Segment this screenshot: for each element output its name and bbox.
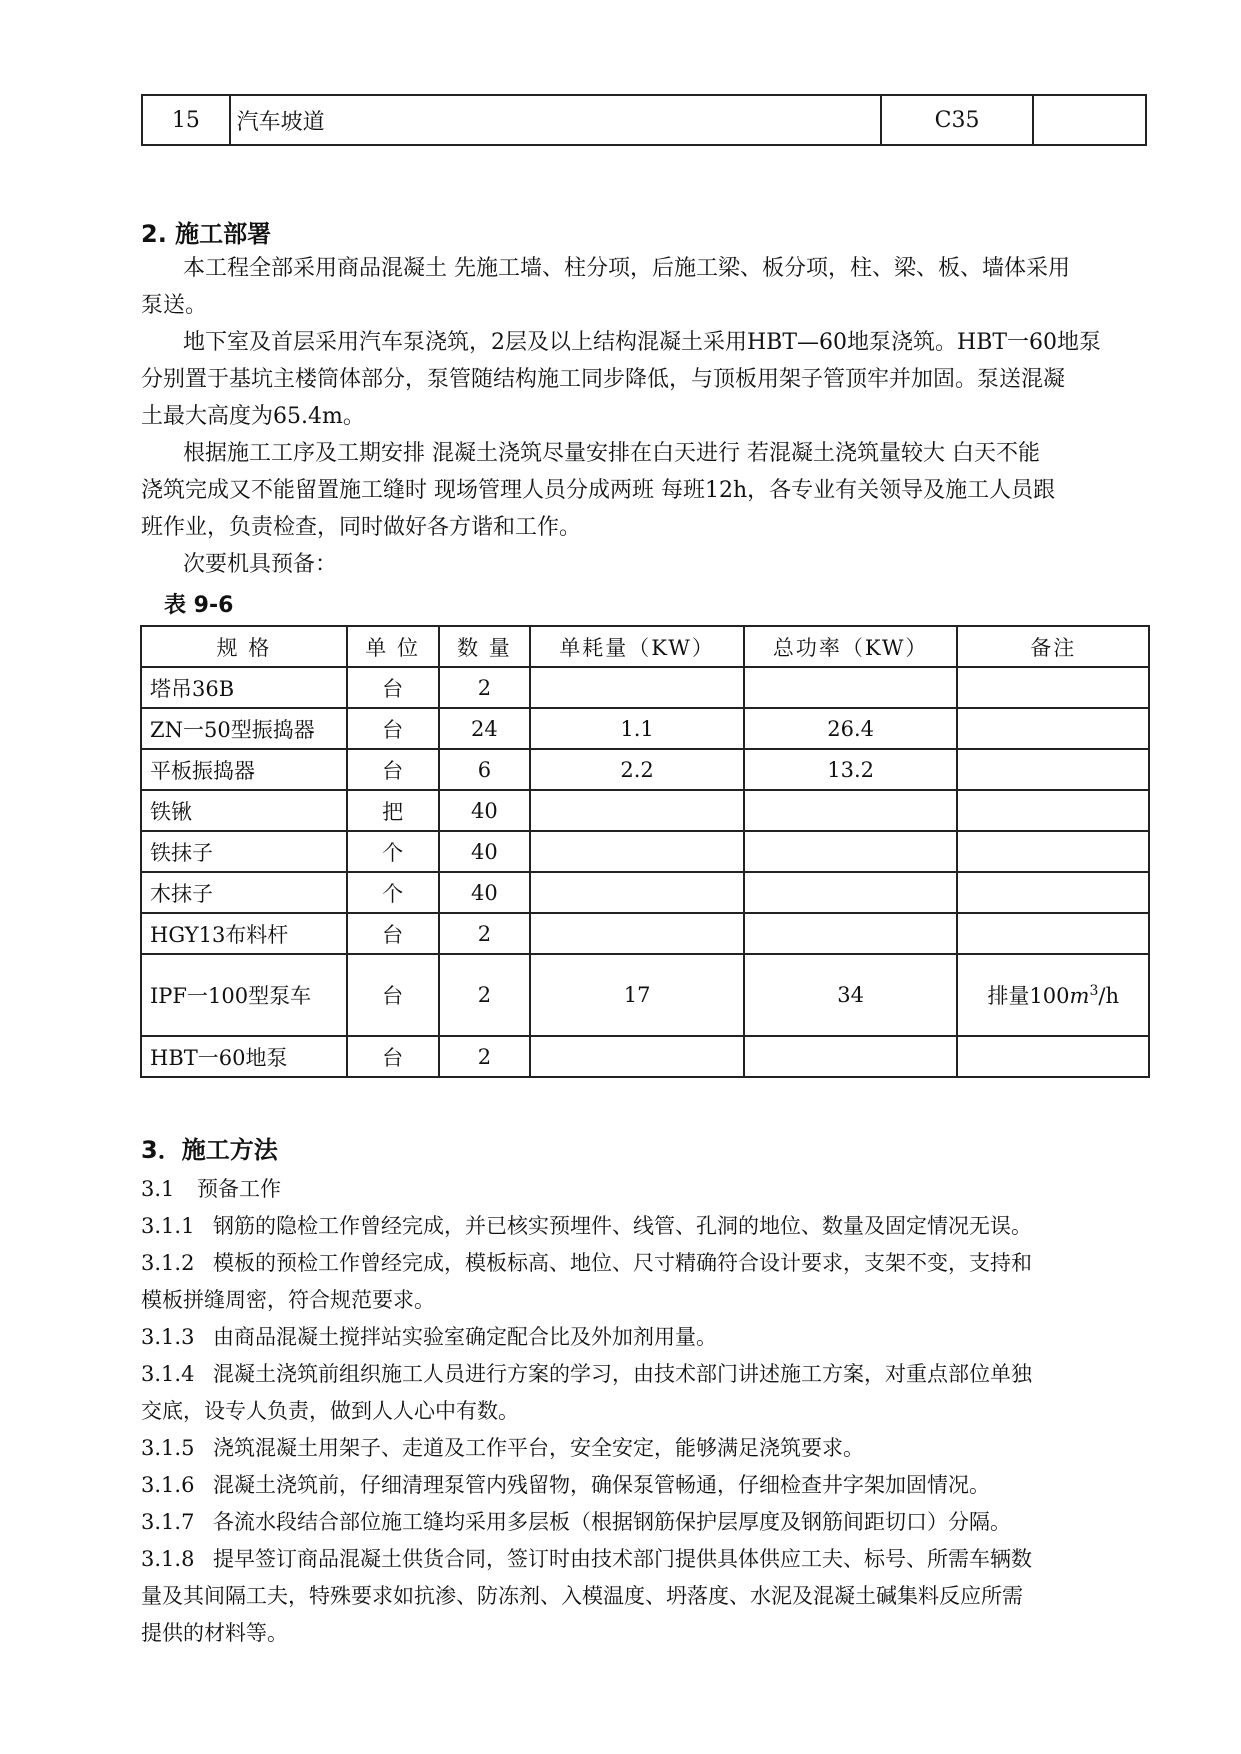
cell-quantity: 2 bbox=[439, 1036, 531, 1077]
header-spec: 规 格 bbox=[141, 626, 347, 667]
cell-spec: IPF一100型泵车 bbox=[141, 954, 347, 1036]
list-item bbox=[141, 1467, 1171, 1504]
cell-unit: 台 bbox=[347, 667, 439, 708]
list-item bbox=[141, 1208, 1171, 1245]
equipment-table bbox=[140, 625, 1150, 1078]
item-number: 3.1.6 bbox=[141, 1473, 195, 1497]
item-text: 由商品混凝土搅拌站实验室确定配合比及外加剂用量。 bbox=[213, 1325, 717, 1349]
structure-name: 汽车坡道 bbox=[230, 95, 882, 145]
text-line: 地下室及首层采用汽车泵浇筑，2层及以上结构混凝土采用HBT—60地泵浇筑。HBT一60地泵 bbox=[183, 330, 1102, 355]
cell-spec: ZN一50型振捣器 bbox=[141, 708, 347, 749]
list-item bbox=[141, 1245, 1171, 1319]
item-number: 3.1 bbox=[141, 1177, 175, 1201]
cell-unit: 个 bbox=[347, 831, 439, 872]
concrete-grade-table-continued bbox=[141, 94, 1147, 146]
item-number: 3.1.5 bbox=[141, 1436, 195, 1460]
cell-unit-power bbox=[530, 1036, 744, 1077]
cell-total-power bbox=[744, 872, 958, 913]
cell-note bbox=[957, 872, 1149, 913]
cell-unit-power bbox=[530, 913, 744, 954]
table-row bbox=[141, 872, 1149, 913]
item-text-continued: 量及其间隔工夫，特殊要求如抗渗、防冻剂、入模温度、坍落度、水泥及混凝土碱集料反应所需 bbox=[141, 1584, 1023, 1608]
table-row bbox=[141, 708, 1149, 749]
cell-spec: 塔吊36B bbox=[141, 667, 347, 708]
item-number: 3.1.2 bbox=[141, 1251, 195, 1275]
item-text: 混凝土浇筑前组织施工人员进行方案的学习，由技术部门讲述施工方案，对重点部位单独 bbox=[213, 1362, 1032, 1386]
table-row bbox=[141, 790, 1149, 831]
row-number: 15 bbox=[142, 95, 230, 145]
note-prefix: 排量100 bbox=[987, 984, 1070, 1008]
item-text-continued: 提供的材料等。 bbox=[141, 1621, 288, 1645]
paragraph-construction-plan bbox=[141, 250, 1151, 324]
cell-total-power bbox=[744, 831, 958, 872]
cell-total-power bbox=[744, 790, 958, 831]
item-text-continued: 交底，设专人负责，做到人人心中有数。 bbox=[141, 1399, 519, 1423]
cell-quantity: 24 bbox=[439, 708, 531, 749]
cell-note bbox=[957, 913, 1149, 954]
cell-spec: 平板振捣器 bbox=[141, 749, 347, 790]
item-number: 3.1.7 bbox=[141, 1510, 195, 1534]
note-unit-m: m bbox=[1069, 984, 1090, 1008]
item-text-continued: 模板拼缝周密，符合规范要求。 bbox=[141, 1288, 435, 1312]
table-row bbox=[141, 1036, 1149, 1077]
item-text: 模板的预检工作曾经完成，模板标高、地位、尺寸精确符合设计要求，支架不变，支持和 bbox=[213, 1251, 1032, 1275]
paragraph-equipment-intro bbox=[141, 546, 1151, 583]
item-number: 3.1.8 bbox=[141, 1547, 195, 1571]
text-line: 土最大高度为65.4m。 bbox=[141, 404, 365, 429]
note-unit-tail: /h bbox=[1098, 984, 1119, 1008]
cell-unit-power: 17 bbox=[530, 954, 744, 1036]
cell-quantity: 40 bbox=[439, 831, 531, 872]
cell-quantity: 2 bbox=[439, 954, 531, 1036]
text-line: 班作业，负责检查，同时做好各方谐和工作。 bbox=[141, 515, 582, 540]
list-item bbox=[141, 1504, 1171, 1541]
text-line: 次要机具预备： bbox=[183, 552, 338, 577]
table-row bbox=[141, 831, 1149, 872]
concrete-grade: C35 bbox=[881, 95, 1032, 145]
text-line: 泵送。 bbox=[141, 293, 208, 318]
list-item bbox=[141, 1356, 1171, 1430]
cell-note bbox=[957, 790, 1149, 831]
text-line: 本工程全部采用商品混凝土 先施工墙、柱分项，后施工梁、板分项，柱、梁、板、墙体采用 bbox=[183, 256, 1070, 281]
cell-unit-power: 2.2 bbox=[530, 749, 744, 790]
cell-total-power bbox=[744, 913, 958, 954]
cell-total-power bbox=[744, 1036, 958, 1077]
cell-quantity: 40 bbox=[439, 872, 531, 913]
item-number: 3.1.3 bbox=[141, 1325, 195, 1349]
cell-unit: 台 bbox=[347, 954, 439, 1036]
item-number: 3.1.1 bbox=[141, 1214, 195, 1238]
cell-note bbox=[957, 708, 1149, 749]
cell-quantity: 40 bbox=[439, 790, 531, 831]
cell-unit: 台 bbox=[347, 913, 439, 954]
cell-unit: 把 bbox=[347, 790, 439, 831]
header-unit: 单 位 bbox=[347, 626, 439, 667]
cell-note bbox=[957, 749, 1149, 790]
section-2-heading: 2. 施工部署 bbox=[141, 220, 272, 248]
header-quantity: 数 量 bbox=[439, 626, 531, 667]
section-3-heading: 3．施工方法 bbox=[141, 1136, 278, 1164]
cell-total-power bbox=[744, 667, 958, 708]
cell-spec: 铁锹 bbox=[141, 790, 347, 831]
item-text: 钢筋的隐检工作曾经完成，并已核实预埋件、线管、孔洞的地位、数量及固定情况无误。 bbox=[213, 1214, 1032, 1238]
cell-unit-power bbox=[530, 831, 744, 872]
cell-spec: HBT一60地泵 bbox=[141, 1036, 347, 1077]
cell-total-power: 34 bbox=[744, 954, 958, 1036]
item-text: 各流水段结合部位施工缝均采用多层板（根据钢筋保护层厚度及钢筋间距切口）分隔。 bbox=[213, 1510, 1011, 1534]
item-text: 混凝土浇筑前，仔细清理泵管内残留物，确保泵管畅通，仔细检查井字架加固情况。 bbox=[213, 1473, 990, 1497]
list-item bbox=[141, 1430, 1171, 1467]
note-unit-exponent: 3 bbox=[1089, 983, 1099, 999]
cell-spec: 铁抹子 bbox=[141, 831, 347, 872]
item-text: 预备工作 bbox=[197, 1177, 281, 1201]
cell-spec: HGY13布料杆 bbox=[141, 913, 347, 954]
table-row bbox=[141, 913, 1149, 954]
cell-note bbox=[957, 667, 1149, 708]
cell-quantity: 2 bbox=[439, 913, 531, 954]
cell-unit-power bbox=[530, 872, 744, 913]
table-row bbox=[142, 95, 1146, 145]
cell-spec: 木抹子 bbox=[141, 872, 347, 913]
empty-cell bbox=[1033, 95, 1146, 145]
table-caption: 表 9-6 bbox=[164, 593, 234, 618]
cell-note bbox=[957, 954, 1149, 1036]
text-line: 根据施工工序及工期安排 混凝土浇筑尽量安排在白天进行 若混凝土浇筑量较大 白天不能 bbox=[183, 441, 1040, 466]
cell-total-power: 13.2 bbox=[744, 749, 958, 790]
cell-quantity: 6 bbox=[439, 749, 531, 790]
cell-unit: 个 bbox=[347, 872, 439, 913]
cell-total-power: 26.4 bbox=[744, 708, 958, 749]
cell-quantity: 2 bbox=[439, 667, 531, 708]
construction-method-list bbox=[141, 1171, 1171, 1652]
cell-note bbox=[957, 1036, 1149, 1077]
table-row bbox=[141, 749, 1149, 790]
header-note: 备注 bbox=[957, 626, 1149, 667]
cell-note bbox=[957, 831, 1149, 872]
cell-unit: 台 bbox=[347, 708, 439, 749]
list-item bbox=[141, 1171, 1171, 1208]
table-row bbox=[141, 667, 1149, 708]
paragraph-schedule bbox=[141, 435, 1151, 546]
list-item bbox=[141, 1541, 1171, 1652]
paragraph-pump-arrangement bbox=[141, 324, 1151, 435]
text-line: 浇筑完成又不能留置施工缝时 现场管理人员分成两班 每班12h，各专业有关领导及施工人员跟 bbox=[141, 478, 1056, 503]
text-line: 分别置于基坑主楼筒体部分，泵管随结构施工同步降低，与顶板用架子管顶牢并加固。泵送混凝 bbox=[141, 367, 1066, 392]
item-text: 浇筑混凝土用架子、走道及工作平台，安全安定，能够满足浇筑要求。 bbox=[213, 1436, 864, 1460]
cell-unit-power: 1.1 bbox=[530, 708, 744, 749]
item-text: 提早签订商品混凝土供货合同，签订时由技术部门提供具体供应工夫、标号、所需车辆数 bbox=[213, 1547, 1032, 1571]
header-total-power: 总功率（KW） bbox=[744, 626, 958, 667]
cell-unit-power bbox=[530, 790, 744, 831]
list-item bbox=[141, 1319, 1171, 1356]
cell-unit: 台 bbox=[347, 749, 439, 790]
cell-unit: 台 bbox=[347, 1036, 439, 1077]
item-number: 3.1.4 bbox=[141, 1362, 195, 1386]
table-row bbox=[141, 954, 1149, 1036]
cell-unit-power bbox=[530, 667, 744, 708]
header-unit-power: 单耗量（KW） bbox=[530, 626, 744, 667]
table-header-row bbox=[141, 626, 1149, 667]
